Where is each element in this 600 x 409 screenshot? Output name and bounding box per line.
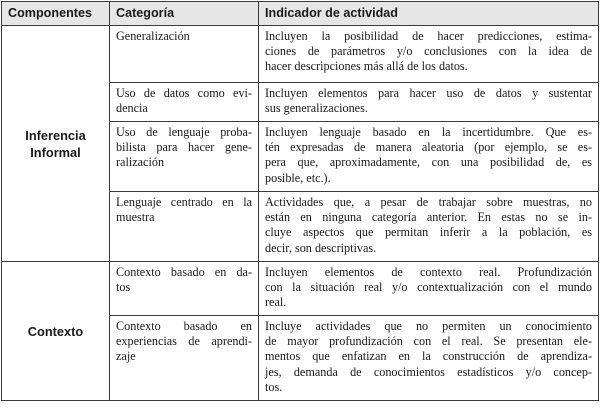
category-cell: Uso de datos como evi- dencia [110, 83, 259, 122]
component-contexto: Contexto [2, 262, 110, 401]
table-row [2, 262, 599, 316]
header-components: Componentes [2, 2, 110, 26]
table-row [2, 26, 599, 83]
indicator-cell: Incluye actividades que no permiten un conocimiento de mayor profundización con el real. Se presentan ele- mentos que enfatizan en la construcción de aprendiza- jes, demanda de conocimientos estadísticos y/o concep- tos. [259, 316, 599, 401]
header-row [2, 2, 599, 26]
indicator-cell: Incluyen elementos para hacer uso de datos y sustentar sus generalizaciones. [259, 83, 599, 122]
component-inferencia-informal: Inferencia Informal [2, 26, 110, 262]
indicator-cell: Incluyen la posibilidad de hacer predicciones, estima- ciones de parámetros y/o conclusiones con la idea de hacer descripciones más allá de los datos. [259, 26, 599, 83]
category-cell: Contexto basado en da- tos [110, 262, 259, 316]
indicator-cell: Actividades que, a pesar de trabajar sobre muestras, no están en ninguna categoría anterior. En estas no se in- cluye aspectos que permitan inferir a la población, es decir, son descriptivas. [259, 192, 599, 262]
header-category: Categoría [110, 2, 259, 26]
category-cell: Contexto basado en experiencias de aprendi- zaje [110, 316, 259, 401]
indicator-cell: Incluyen lenguaje basado en la incertidumbre. Que es- tén expresadas de manera aleatoria (por ejemplo, se es- pera que, aproximadamente, con una posibilidad de, es posible, etc.). [259, 122, 599, 192]
category-cell: Lenguaje centrado en la muestra [110, 192, 259, 262]
header-indicator: Indicador de actividad [259, 2, 599, 26]
category-cell: Generalización [110, 26, 259, 83]
indicator-cell: Incluyen elementos de contexto real. Profundización con la situación real y/o contextualización con el mundo real. [259, 262, 599, 316]
category-cell: Uso de lenguaje proba- bilista para hacer gene- ralización [110, 122, 259, 192]
activity-indicator-table [1, 1, 599, 401]
table-body [2, 26, 599, 401]
